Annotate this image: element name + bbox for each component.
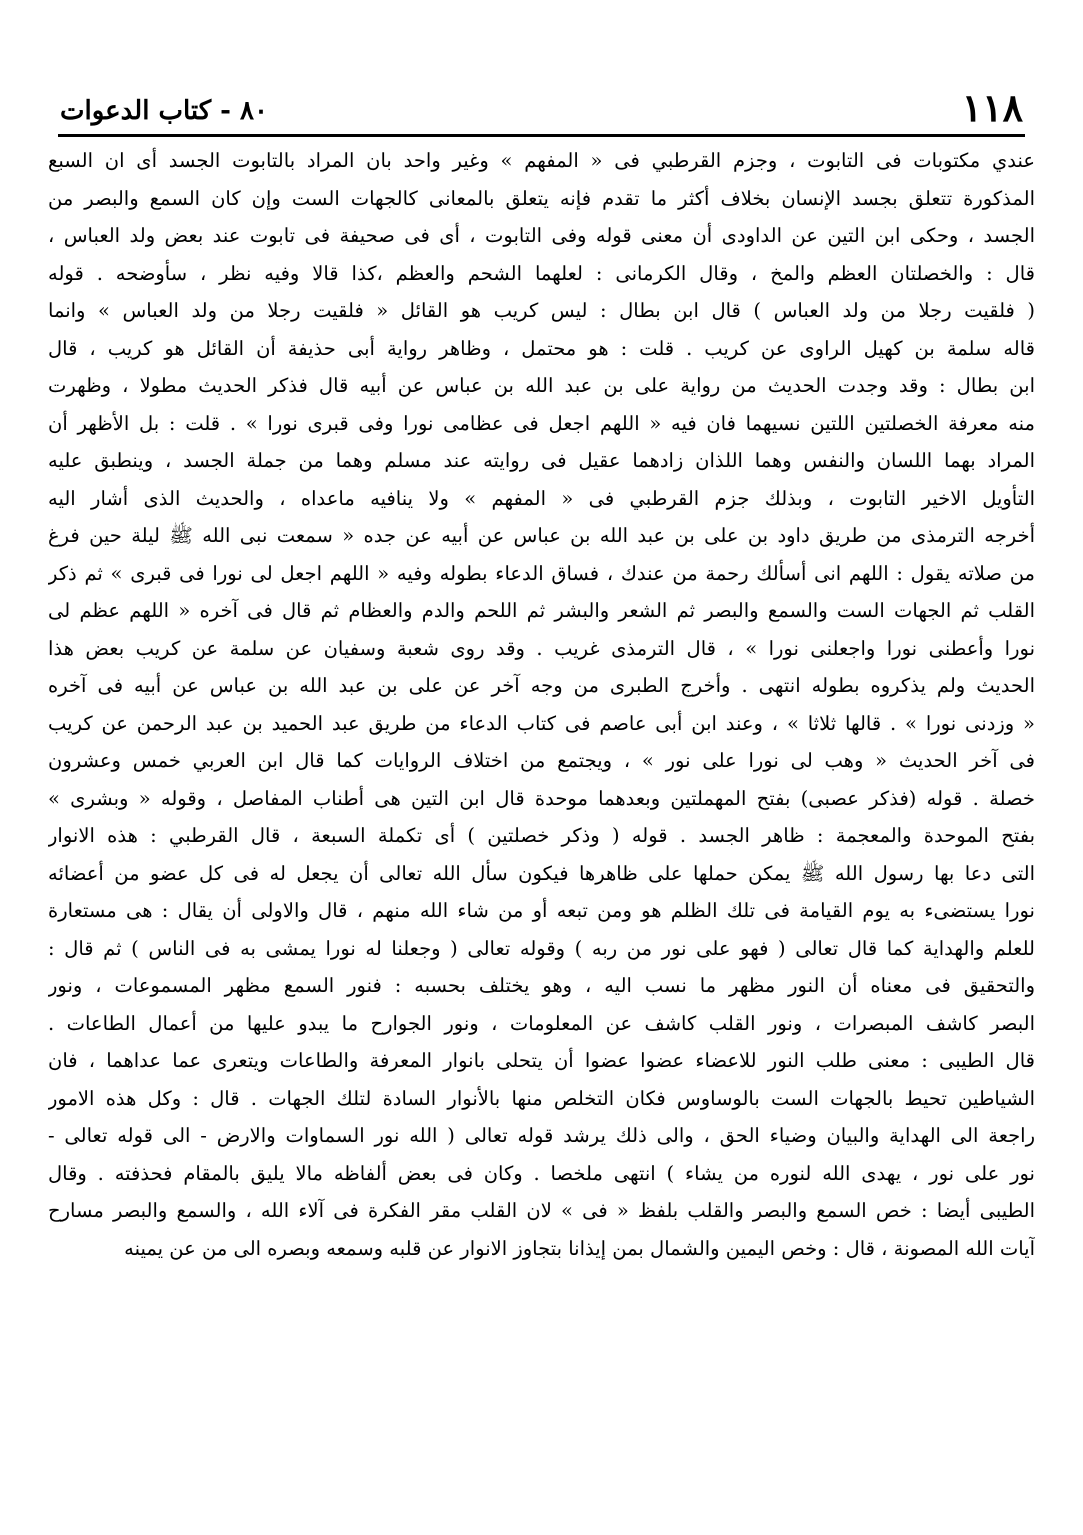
text-line: بفتح الموحدة والمعجمة : ظاهر الجسد . قوله ( وذكر خصلتين ) أى تكملة السبعة ، قال القرطبي : هذه الانوار bbox=[48, 824, 1035, 847]
text-line: القلب ثم الجهات الست والسمع والبصر ثم الشعر والبشر ثم اللحم والدم والعظام ثم قال فى آخره « اللهم عظم لى bbox=[48, 599, 1035, 622]
text-line: آيات الله المصونة ، قال : وخص اليمين والشمال بمن إيذانا بتجاوز الانوار عن قلبه وسمعه وبصره الى من عن يمينه bbox=[124, 1236, 1035, 1260]
text-line: الجسد ، وحكى ابن التين عن الداودى أن معنى قوله وفى التابوت ، أى فى صحيفة فى تابوت عند بعض ولد العباس ، bbox=[48, 224, 1035, 247]
text-line: فى آخر الحديث « وهب لى نورا على نور » ، ويجتمع من اختلاف الروايات كما قال ابن العربي خمس وعشرون bbox=[48, 749, 1035, 772]
running-title: ٨٠ - كتاب الدعوات bbox=[60, 96, 268, 126]
text-line: منه معرفة الخصلتين اللتين نسيهما فان فيه « اللهم اجعل فى عظامى نورا وفى قبرى نورا » . قلت : بل الأظهر أن bbox=[48, 411, 1035, 435]
text-line: « وزدنى نورا » . قالها ثلاثا » ، وعند ابن أبى عاصم فى كتاب الدعاء من طريق عبد الحميد بن عبد الرحمن عن كريب bbox=[48, 711, 1035, 735]
text-line: من صلاته يقول : اللهم انى أسألك رحمة من عندك ، فساق الدعاء بطوله وفيه « اللهم اجعل لى نورا فى قبرى » ثم ذكر bbox=[48, 561, 1035, 585]
text-line: التى دعا بها رسول الله ﷺ يمكن حملها على ظاهرها فيكون سأل الله تعالى أن يجعل له فى كل عضو من أعضائه bbox=[48, 861, 1035, 885]
text-line: الحديث ولم يذكروه بطوله انتهى . وأخرج الطبرى من وجه آخر عن على بن عبد الله بن عباس عن أبيه فى آخره bbox=[48, 674, 1035, 697]
text-line: نورا يستضىء به يوم القيامة فى تلك الظلم هو ومن تبعه أو من شاء الله منهم ، قال والاولى أن يقال : هى مستعارة bbox=[48, 899, 1035, 922]
text-line: التأويل الاخير التابوت ، وبذلك جزم القرطبي فى « المفهم » ولا ينافيه ماعداه ، والحديث الذى أشار اليه bbox=[48, 486, 1035, 510]
text-line: راجعة الى الهداية والبيان وضياء الحق ، والى ذلك يرشد قوله تعالى ( الله نور السماوات والارض - الى قوله تعالى - bbox=[48, 1124, 1035, 1147]
text-line: قال : والخصلتان العظم والمخ ، وقال الكرمانى : لعلهما الشحم والعظم ،كذا قالا وفيه نظر ، سأوضحه . قوله bbox=[48, 261, 1035, 285]
text-line: ( فلقيت رجلا من ولد العباس ) قال ابن بطال : ليس كريب هو القائل « فلقيت رجلا من ولد العباس » وانما bbox=[48, 299, 1035, 322]
header-rule bbox=[58, 134, 1025, 137]
text-line: البصر كاشف المبصرات ، ونور القلب كاشف عن المعلومات ، ونور الجوارح ما يبدو عليها من أعمال الطاعات . bbox=[48, 1011, 1035, 1035]
text-line: قاله سلمة بن كهيل الراوى عن كريب . قلت : هو محتمل ، وظاهر رواية أبى حذيفة أن القائل هو كريب ، قال bbox=[48, 336, 1035, 360]
text-line: عندي مكتوبات فى التابوت ، وجزم القرطبي فى « المفهم » وغير واحد بان المراد بالتابوت الجسد أى ان السبع bbox=[48, 149, 1035, 172]
page-header bbox=[60, 80, 1023, 128]
text-line: خصلة . قوله (فذكر عصبى) بفتح المهملتين وبعدهما موحدة قال ابن التين هى أطناب المفاصل ، وقوله « وبشرى » bbox=[48, 786, 1035, 810]
text-line: الشياطين تحيط بالجهات الست بالوساوس فكان التخلص منها بالأنوار السادة لتلك الجهات . قال : وكل هذه الامور bbox=[48, 1086, 1035, 1110]
text-line: نور على نور ، يهدى الله لنوره من يشاء ) انتهى ملخصا . وكان فى بعض ألفاظه مالا يليق بالمقام فحذفته . وقال bbox=[48, 1161, 1035, 1185]
body-text bbox=[48, 142, 1035, 1267]
text-line: المراد بهما اللسان والنفس وهما اللذان زادهما عقيل فى روايته عند مسلم وهما من جملة الجسد ، وينطبق عليه bbox=[48, 449, 1035, 472]
text-line: قال الطيبى : معنى طلب النور للاعضاء عضوا عضوا أن يتحلى بانوار المعرفة والطاعات ويتعرى عما عداهما ، فان bbox=[48, 1049, 1035, 1072]
page-number: ١١٨ bbox=[961, 85, 1023, 130]
text-line: للعلم والهداية كما قال تعالى ( فهو على نور من ربه ) وقوله تعالى ( وجعلنا له نورا يمشى به فى الناس ) ثم قال : bbox=[48, 936, 1035, 960]
text-line: المذكورة تتعلق بجسد الإنسان بخلاف أكثر ما تقدم فإنه يتعلق بالمعانى كالجهات الست وإن كان السمع والبصر من bbox=[48, 186, 1035, 210]
text-line: والتحقيق فى معناه أن النور مظهر ما نسب اليه ، وهو يختلف بحسبه : فنور السمع مظهر المسموعات ، ونور bbox=[48, 974, 1035, 997]
text-line: ابن بطال : وقد وجدت الحديث من رواية على بن عبد الله بن عباس عن أبيه قال فذكر الحديث مطولا ، وظهرت bbox=[48, 374, 1035, 397]
text-line: الطيبى أيضا : خص السمع والبصر والقلب بلفظ « فى » لان القلب مقر الفكرة فى آلاء الله ، والسمع والبصر مسارح bbox=[48, 1199, 1035, 1222]
text-line: أخرجه الترمذى من طريق داود بن على بن عبد الله بن عباس عن أبيه عن جده « سمعت نبى الله ﷺ ليلة حين فرغ bbox=[48, 524, 1035, 547]
text-line: نورا وأعطنى نورا واجعلنى نورا » ، قال الترمذى غريب . وقد روى شعبة وسفيان عن سلمة عن كريب بعض هذا bbox=[48, 636, 1035, 660]
